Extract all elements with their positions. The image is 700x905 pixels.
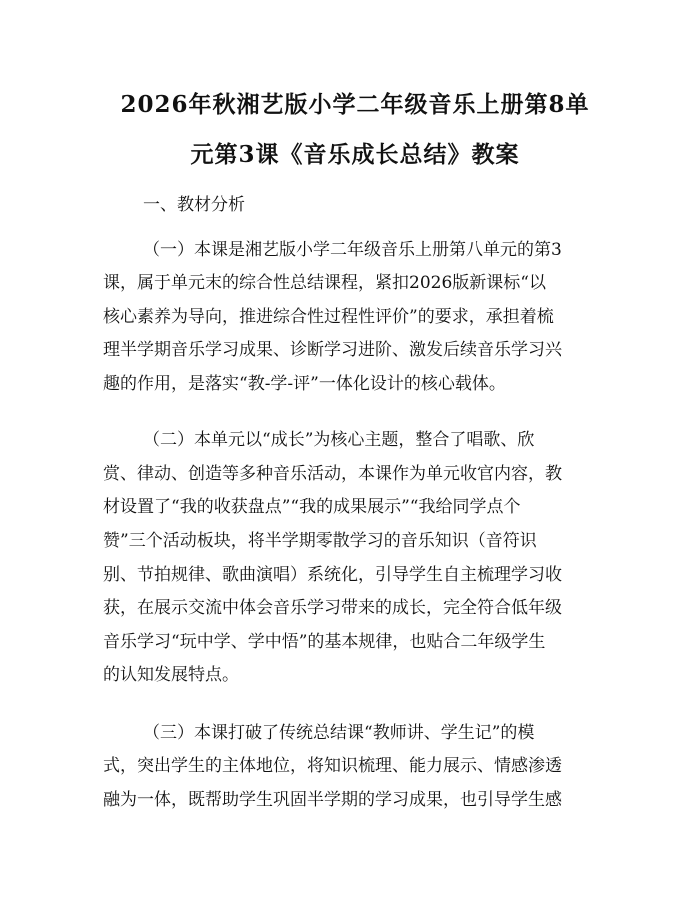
paragraph-line: 别、节拍规律、歌曲演唱）系统化，引导学生自主梳理学习收	[103, 565, 562, 585]
paragraph-line: 融为一体，既帮助学生巩固半学期的学习成果，也引导学生感	[103, 790, 562, 810]
paragraph-line: （三）本课打破了传统总结课“教师讲、学生记”的模	[143, 723, 535, 743]
section-heading: 一、教材分析	[143, 195, 245, 215]
paragraph-line: 课，属于单元末的综合性总结课程，紧扣2026版新课标“以	[103, 273, 546, 293]
paragraph-line: 的认知发展特点。	[103, 665, 239, 685]
paragraph-line: （二）本单元以“成长”为核心主题，整合了唱歌、欣	[143, 430, 535, 450]
paragraph-line: 赞”三个活动板块，将半学期零散学习的音乐知识（音符识	[103, 531, 537, 551]
paragraph-line: 音乐学习“玩中学、学中悟”的基本规律，也贴合二年级学生	[103, 632, 546, 652]
paragraph-line: 核心素养为导向，推进综合性过程性评价”的要求，承担着梳	[103, 307, 554, 327]
paragraph-line: 式，突出学生的主体地位，将知识梳理、能力展示、情感渗透	[103, 756, 562, 776]
document-title-line-1: 2026年秋湘艺版小学二年级音乐上册第8单	[120, 91, 590, 118]
paragraph-line: 理半学期音乐学习成果、诊断学习进阶、激发后续音乐学习兴	[103, 340, 562, 360]
paragraph-line: 获，在展示交流中体会音乐学习带来的成长，完全符合低年级	[103, 598, 562, 618]
paragraph-line: 趣的作用，是落实“教-学-评”一体化设计的核心载体。	[103, 374, 506, 394]
document-title-line-2: 元第3课《音乐成长总结》教案	[190, 141, 520, 168]
paragraph-line: 材设置了“我的收获盘点”“我的成果展示”“我给同学点个	[103, 497, 521, 517]
paragraph-line: （一）本课是湘艺版小学二年级音乐上册第八单元的第3	[143, 240, 562, 260]
paragraph-line: 赏、律动、创造等多种音乐活动，本课作为单元收官内容，教	[103, 464, 562, 484]
